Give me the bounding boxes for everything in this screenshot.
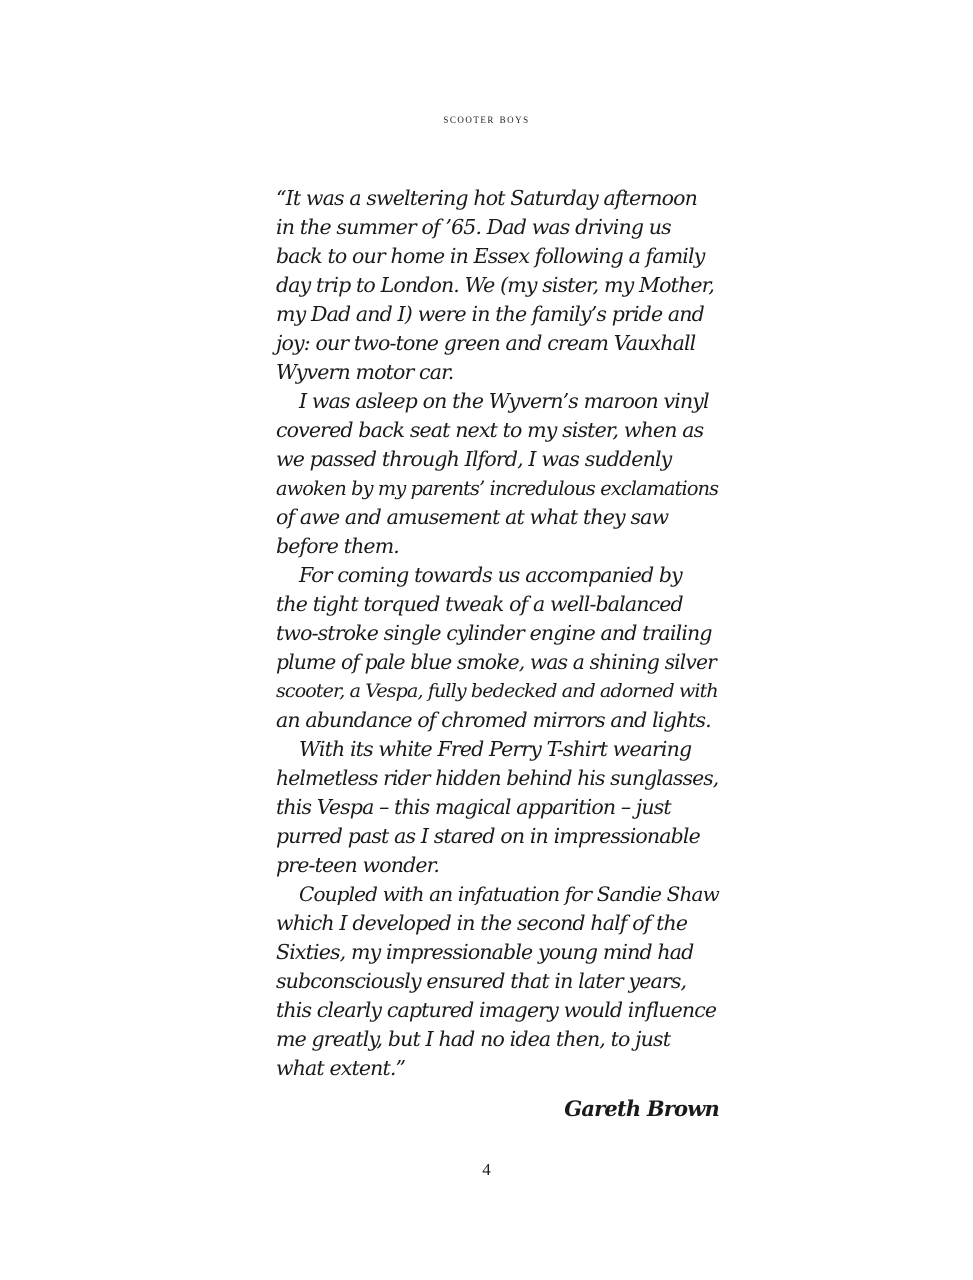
text-line: what extent.”: [276, 1056, 406, 1080]
text-line: purred past as I stared on in impressionable: [276, 824, 700, 848]
text-line: two-stroke single cylinder engine and trailing: [276, 621, 712, 645]
text-line: For coming towards us accompanied by: [299, 563, 682, 587]
text-line: subconsciously ensured that in later years,: [276, 969, 687, 993]
text-line: which I developed in the second half of the: [276, 911, 688, 935]
text-line: an abundance of chromed mirrors and lights.: [276, 708, 711, 732]
text-line: of awe and amusement at what they saw: [276, 505, 669, 529]
quote-text: [276, 184, 721, 1083]
text-line: in the summer of ’65. Dad was driving us: [276, 215, 671, 239]
text-line: covered back seat next to my sister, when as: [276, 418, 704, 442]
text-line: the tight torqued tweak of a well-balanced: [276, 592, 683, 616]
text-line: I was asleep on the Wyvern’s maroon vinyl: [299, 389, 709, 413]
text-line: Coupled with an infatuation for Sandie Shaw: [299, 882, 719, 906]
text-line: Wyvern motor car.: [276, 360, 454, 384]
text-line: pre-teen wonder.: [276, 853, 440, 877]
text-line: “It was a sweltering hot Saturday afternoon: [276, 186, 697, 210]
text-line: we passed through Ilford, I was suddenly: [276, 447, 672, 471]
text-line: this clearly captured imagery would influence: [276, 998, 717, 1022]
text-line: helmetless rider hidden behind his sunglasses,: [276, 766, 719, 790]
text-line: this Vespa – this magical apparition – just: [276, 795, 671, 819]
text-line: joy: our two-tone green and cream Vauxhall: [276, 331, 696, 355]
text-line: my Dad and I) were in the family’s pride and: [276, 302, 704, 326]
text-line: me greatly, but I had no idea then, to just: [276, 1027, 671, 1051]
text-line: day trip to London. We (my sister, my Mother,: [276, 273, 715, 297]
page-number: 4: [482, 1160, 491, 1179]
text-line: scooter, a Vespa, fully bedecked and adorned with: [276, 680, 718, 702]
text-line: With its white Fred Perry T-shirt wearing: [299, 737, 692, 761]
text-line: awoken by my parents’ incredulous exclamations: [276, 477, 719, 500]
text-line: Sixties, my impressionable young mind had: [276, 940, 694, 964]
text-line: back to our home in Essex following a family: [276, 244, 705, 268]
text-line: before them.: [276, 534, 399, 558]
running-head: scooter boys: [443, 111, 530, 126]
attribution: Gareth Brown: [564, 1096, 719, 1121]
text-line: plume of pale blue smoke, was a shining silver: [276, 650, 716, 674]
